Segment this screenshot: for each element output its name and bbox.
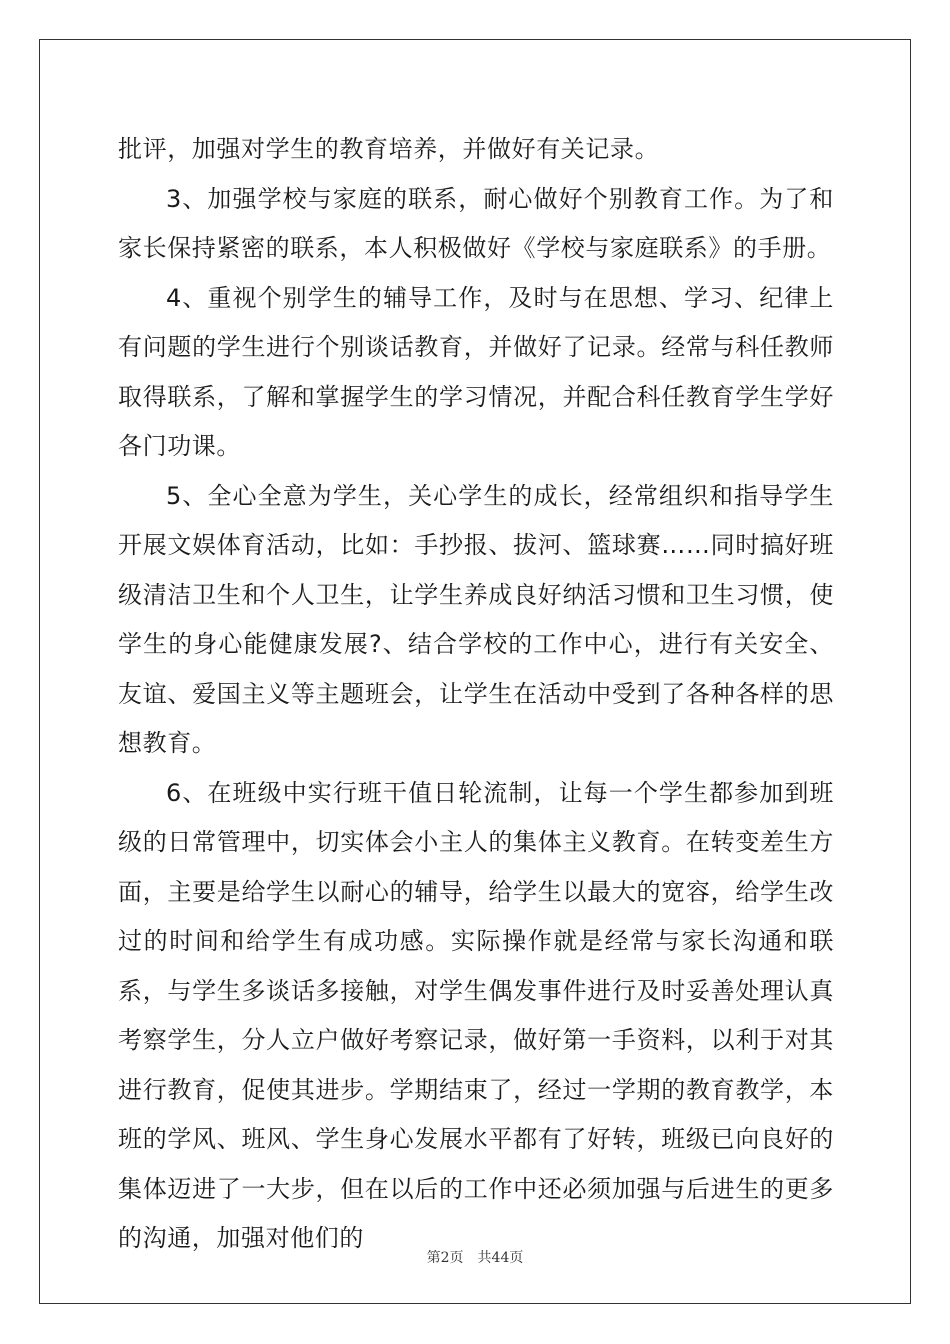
page-number: 第2页 xyxy=(426,1250,464,1266)
paragraph-item-6: 6、在班级中实行班干值日轮流制，让每一个学生都参加到班级的日常管理中，切实体会小主人的集体主义教育。在转变差生方面，主要是给学生以耐心的辅导，给学生以最大的宽容，给学生改过的时间和给学生有成功感。实际操作就是经常与家长沟通和联系，与学生多谈话多接触，对学生偶发事件进行及时妥善处理认真考察学生，分人立户做好考察记录，做好第一手资料，以利于对其进行教育，促使其进步。学期结束了，经过一学期的教育教学，本班的学风、班风、学生身心发展水平都有了好转，班级已向良好的集体迈进了一大步，但在以后的工作中还必须加强与后进生的更多的沟通，加强对他们的 xyxy=(118,778,834,1252)
document-body xyxy=(118,125,834,1264)
page-footer xyxy=(0,1247,950,1267)
paragraph-item-5: 5、全心全意为学生，关心学生的成长，经常组织和指导学生开展文娱体育活动，比如：手抄报、拔河、篮球赛……同时搞好班级清洁卫生和个人卫生，让学生养成良好纳活习惯和卫生习惯，使学生的身心能健康发展?、结合学校的工作中心，进行有关安全、友谊、爱国主义等主题班会，让学生在活动中受到了各种各样的思想教育。 xyxy=(118,481,834,757)
paragraph-item-3: 3、加强学校与家庭的联系，耐心做好个别教育工作。为了和家长保持紧密的联系，本人积极做好《学校与家庭联系》的手册。 xyxy=(118,184,834,262)
paragraph-continuation: 批评，加强对学生的教育培养，并做好有关记录。 xyxy=(118,135,660,163)
paragraph-item-4: 4、重视个别学生的辅导工作，及时与在思想、学习、纪律上有问题的学生进行个别谈话教育，并做好了记录。经常与科任教师取得联系，了解和掌握学生的学习情况，并配合科任教育学生学好各门功课。 xyxy=(118,283,834,460)
page-total: 共44页 xyxy=(477,1250,524,1266)
